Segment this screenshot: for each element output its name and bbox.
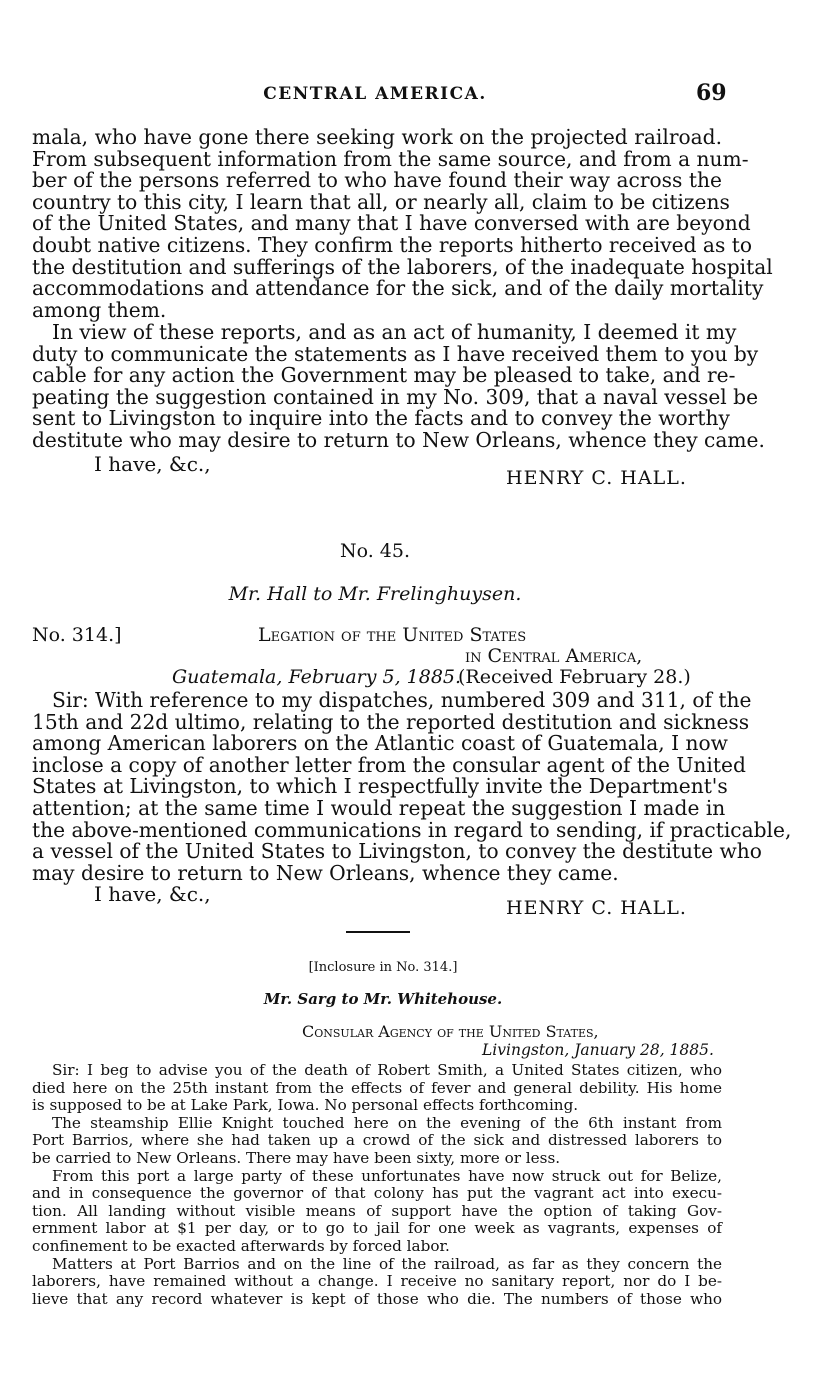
text-line: be carried to New Orleans. There may have been sixty, more or less. [32, 1148, 561, 1167]
text-line: the above-mentioned communications in regard to sending, if practicable, [32, 817, 792, 842]
text-line: and in consequence the governor of that colony has put the vagrant act into execu- [32, 1184, 722, 1203]
text-line: laborers, have remained without a change. I receive no sanitary report, nor do I be- [32, 1272, 722, 1291]
paragraph-letter [32, 1062, 722, 1308]
text-line: inclose a copy of another letter from the consular agent of the United [32, 752, 746, 777]
text-line: mala, who have gone there seeking work on the projected railroad. [32, 125, 722, 149]
running-header [0, 80, 832, 108]
text-line: sent to Livingston to inquire into the facts and to convey the worthy [32, 406, 730, 431]
closing-line: I have, &c., [94, 882, 211, 906]
text-line: States at Livingston, to which I respectfully invite the Department's [32, 774, 728, 799]
text-line: duty to communicate the statements as I have received them to you by [32, 341, 759, 366]
text-line: cable for any action the Government may be pleased to take, and re- [32, 363, 736, 388]
text-line: Sir: I beg to advise you of the death of Robert Smith, a United States citizen, who [52, 1061, 722, 1079]
text-line: tion. All landing without visible means of support have the option of taking Gov- [32, 1201, 722, 1220]
inclosure-label: [Inclosure in No. 314.] [308, 960, 458, 975]
text-line: In view of these reports, and as an act of humanity, I deemed it my [52, 320, 737, 344]
document-heading: Mr. Hall to Mr. Frelinghuysen. [228, 583, 522, 605]
page-number: 69 [696, 80, 727, 106]
agency-place-date: Livingston, January 28, 1885. [482, 1041, 714, 1059]
text-line: Sir: With reference to my dispatches, numbered 309 and 311, of the [52, 688, 752, 712]
text-line: the destitution and sufferings of the laborers, of the inadequate hospital [32, 254, 773, 279]
text-line: Matters at Port Barrios and on the line of the railroad, as far as they concern the [52, 1254, 722, 1273]
text-line: The steamship Ellie Knight touched here on the evening of the 6th instant from [52, 1113, 722, 1132]
text-line: Port Barrios, where she had taken up a crowd of the sick and distressed laborers to [32, 1131, 722, 1150]
paragraph-dispatch [32, 688, 792, 885]
paragraph-in-view [32, 320, 765, 452]
text-line: ernment labor at $1 per day, or to go to jail for one week as vagrants, expenses of [32, 1219, 722, 1238]
text-line: is supposed to be at Lake Park, Iowa. No personal effects forthcoming. [32, 1096, 579, 1115]
text-line: From this port a large party of these unfortunates have now struck out for Belize, [52, 1166, 722, 1185]
text-line: ber of the persons referred to who have found their way across the [32, 168, 722, 193]
section-divider [346, 931, 410, 933]
text-line: From subsequent information from the same source, and from a num- [32, 146, 749, 171]
text-line: accommodations and attendance for the sick, and of the daily mortality [32, 276, 764, 301]
text-line: destitute who may desire to return to New Orleans, whence they came. [32, 427, 765, 452]
text-line: lieve that any record whatever is kept of those who die. The numbers of those who [32, 1289, 722, 1308]
text-line: may desire to return to New Orleans, whence they came. [32, 860, 619, 885]
text-line: among American laborers on the Atlantic coast of Guatemala, I now [32, 731, 728, 756]
signature: HENRY C. HALL. [506, 467, 687, 489]
text-line: doubt native citizens. They confirm the reports hitherto received as to [32, 232, 753, 257]
inclosure-heading: Mr. Sarg to Mr. Whitehouse. [263, 990, 503, 1008]
text-line: died here on the 25th instant from the effects of fever and general debility. His home [32, 1078, 722, 1097]
legation-line-1: Legation of the United States [258, 624, 527, 646]
text-line: country to this city, I learn that all, or nearly all, claim to be citizens [32, 189, 730, 214]
text-line: among them. [32, 297, 167, 322]
closing-line: I have, &c., [94, 452, 211, 476]
agency-line: Consular Agency of the United States, [302, 1022, 599, 1041]
received-date: (Received February 28.) [458, 666, 691, 688]
document-number: No. 45. [339, 540, 411, 562]
paragraph-continuation [32, 125, 773, 322]
dispatch-number: No. 314.] [32, 624, 122, 646]
text-line: of the United States, and many that I have conversed with are beyond [32, 211, 751, 236]
page-title: CENTRAL AMERICA. [263, 84, 487, 104]
text-line: 15th and 22d ultimo, relating to the reported destitution and sickness [32, 709, 750, 734]
text-line: attention; at the same time I would repeat the suggestion I made in [32, 795, 726, 820]
text-line: confinement to be exacted afterwards by forced labor. [32, 1236, 450, 1255]
text-line: a vessel of the United States to Livingston, to convey the destitute who [32, 839, 762, 864]
legation-line-2: in Central America, [465, 645, 643, 667]
signature: HENRY C. HALL. [506, 897, 687, 919]
text-line: peating the suggestion contained in my No. 309, that a naval vessel be [32, 384, 759, 409]
place-date: Guatemala, February 5, 1885. [172, 666, 462, 688]
